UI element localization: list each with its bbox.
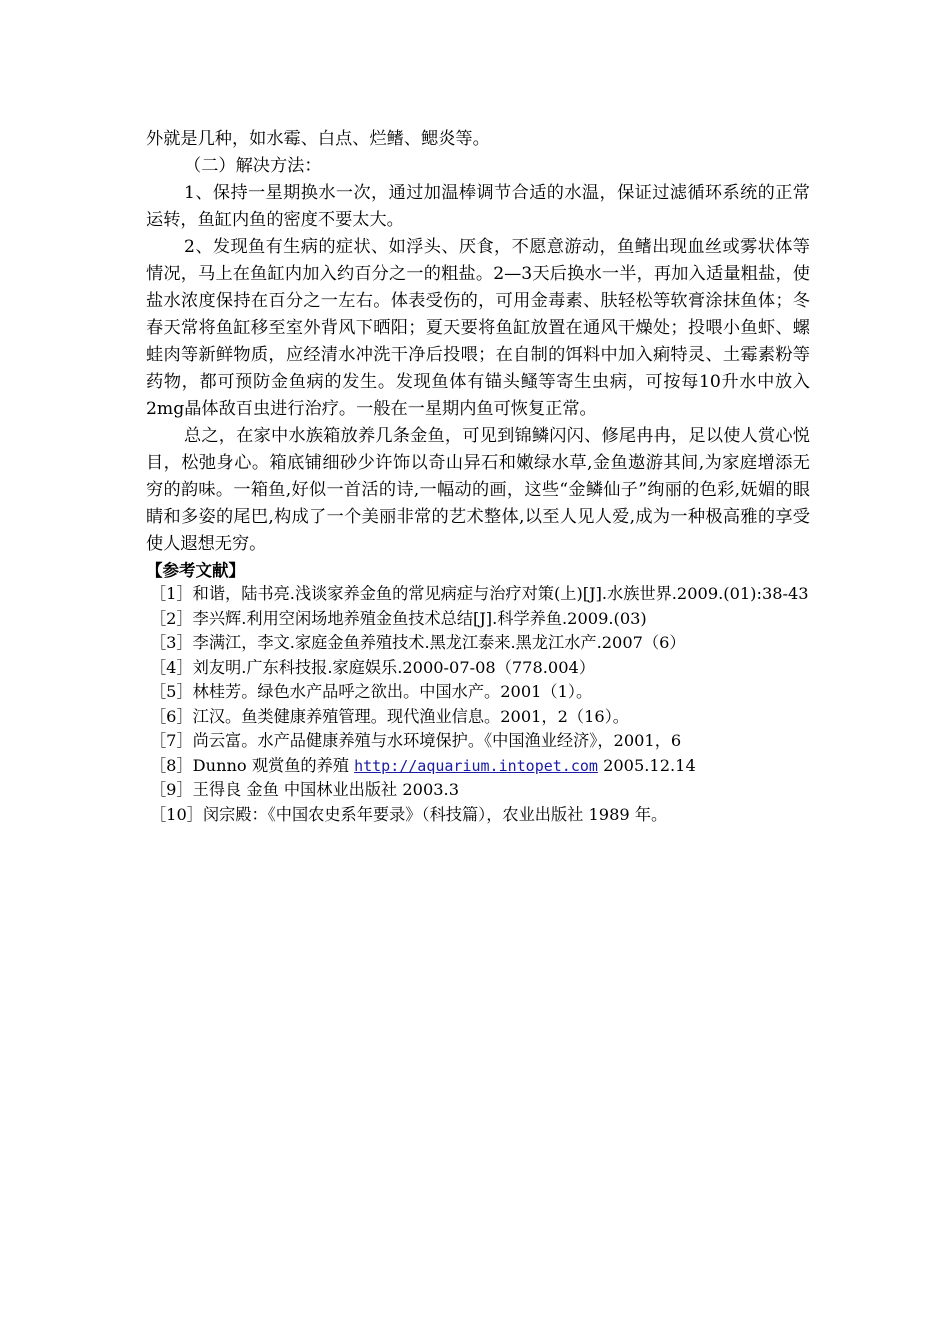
reference-item-5: ［5］林桂芳。绿色水产品呼之欲出。中国水产。2001（1）。	[150, 682, 593, 701]
paragraph-solution-1: 1、保持一星期换水一次，通过加温棒调节合适的水温，保证过滤循环系统的正常运转，鱼缸内鱼的密度不要太大。	[146, 183, 810, 230]
reference-item-2: ［2］李兴辉.利用空闲场地养殖金鱼技术总结[J].科学养鱼.2009.(03)	[150, 608, 647, 628]
reference-item-1: ［1］和谐，陆书亮.浅谈家养金鱼的常见病症与治疗对策(上)[J].水族世界.2009.(01):38-43	[150, 584, 809, 603]
reference-item-6: ［6］江汉。鱼类健康养殖管理。现代渔业信息。2001，2（16）。	[150, 706, 629, 726]
document-body	[146, 126, 810, 827]
reference-item-10: ［10］闵宗殿：《中国农史系年要录》（科技篇），农业出版社 1989 年。	[150, 804, 668, 824]
section-heading-solutions: （二）解决方法：	[184, 156, 322, 176]
paragraph-conclusion: 总之，在家中水族箱放养几条金鱼，可见到锦鳞闪闪、修尾冉冉，足以使人赏心悦目，松弛身心。箱底铺细砂少许饰以奇山异石和嫩绿水草,金鱼遨游其间,为家庭增添无穷的韵味。一箱鱼,好似一首活的诗,一幅动的画，这些“金鳞仙子”绚丽的色彩,妩媚的眼睛和多姿的尾巴,构成了一个美丽非常的艺术整体,以至人见人爱,成为一种极高雅的享受使人遐想无穷。	[146, 426, 810, 554]
references-list	[146, 582, 810, 827]
references-heading: 【参考文献】	[146, 561, 245, 580]
reference-8-suffix: 2005.12.14	[597, 755, 696, 775]
reference-8-prefix: ［8］Dunno 观赏鱼的养殖	[150, 755, 355, 775]
reference-item-9: ［9］王得良 金鱼 中国林业出版社 2003.3	[150, 780, 459, 799]
reference-item-4: ［4］刘友明.广东科技报.家庭娱乐.2000-07-08（778.004）	[150, 657, 596, 677]
reference-item-3: ［3］李满江，李文.家庭金鱼养殖技术.黑龙江泰来.黑龙江水产.2007（6）	[150, 633, 686, 652]
reference-item-8	[146, 754, 810, 779]
reference-8-link[interactable]: http://aquarium.intopet.com	[354, 756, 598, 775]
paragraph-intro: 外就是几种，如水霉、白点、烂鳍、鳃炎等。	[146, 129, 490, 149]
paragraph-solution-2: 2、发现鱼有生病的症状、如浮头、厌食，不愿意游动，鱼鳍出现血丝或雾状体等情况，马上在鱼缸内加入约百分之一的粗盐。2—3天后换水一半，再加入适量粗盐，使盐水浓度保持在百分之一左右。体表受伤的，可用金毒素、肤轻松等软膏涂抹鱼体；冬春天常将鱼缸移至室外背风下晒阳；夏天要将鱼缸放置在通风干燥处；投喂小鱼虾、螺蛙肉等新鲜物质，应经清水冲洗干净后投喂；在自制的饵料中加入痢特灵、土霉素粉等药物，都可预防金鱼病的发生。发现鱼体有锚头鳋等寄生虫病，可按每10升水中放入2mg晶体敌百虫进行治疗。一般在一星期内鱼可恢复正常。	[146, 237, 810, 419]
reference-item-7: ［7］尚云富。水产品健康养殖与水环境保护。《中国渔业经济》，2001，6	[150, 731, 682, 750]
